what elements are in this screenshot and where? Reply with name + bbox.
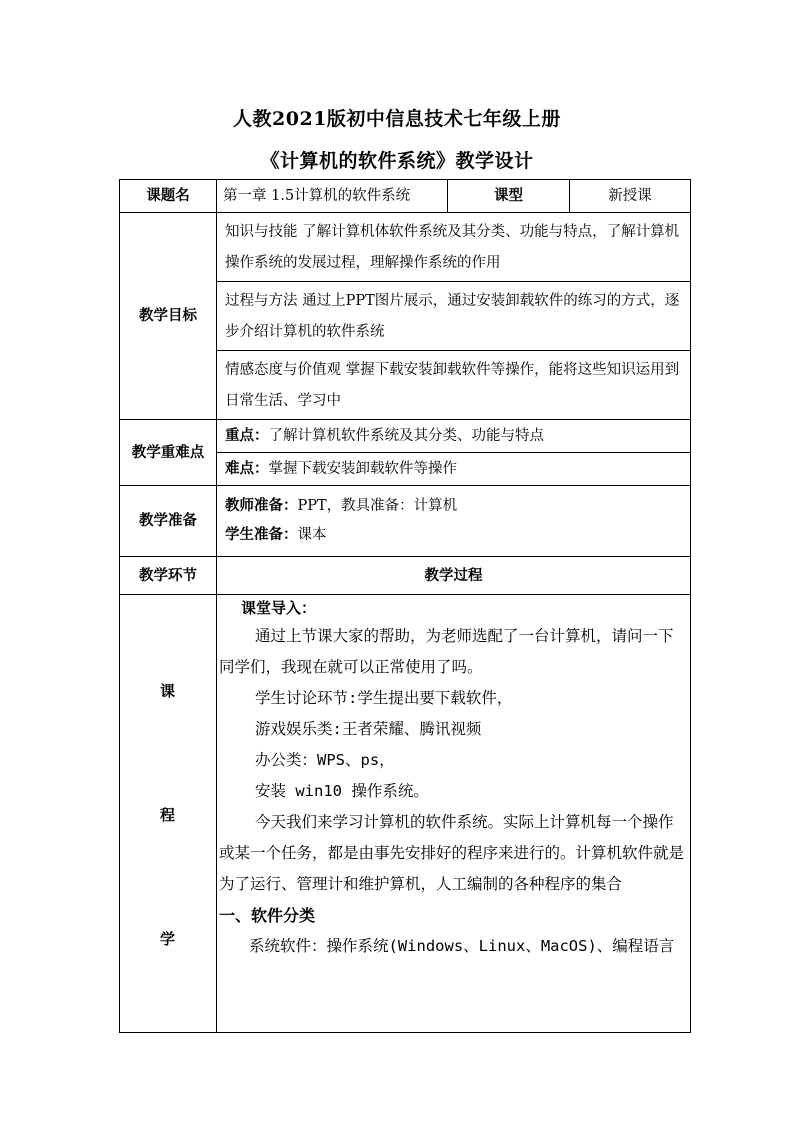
- goal-process: 过程与方法 通过上PPT图片展示，通过安装卸载软件的练习的方式，逐步介绍计算机的软件系统: [217, 282, 691, 351]
- process-paragraph: 安装 win10 操作系统。: [255, 782, 429, 800]
- student-prep-label: 学生准备：: [225, 527, 298, 543]
- stage-char: 课: [160, 682, 176, 700]
- key-label: 重点：: [225, 428, 269, 444]
- topic-row: [120, 180, 691, 213]
- topic-label: 课题名: [120, 180, 217, 213]
- goals-label: 教学目标: [120, 213, 217, 420]
- keypoint-row: [120, 420, 691, 453]
- stage-char: 程: [160, 806, 176, 824]
- process-paragraph: 游戏娱乐类:王者荣耀、腾讯视频: [255, 720, 482, 738]
- intro-heading: 课堂导入：: [241, 599, 317, 617]
- key-text: 了解计算机软件系统及其分类、功能与特点: [268, 428, 544, 444]
- process-paragraph: 今天我们来学习计算机的软件系统。实际上计算机每一个操作或某一个任务，都是由事先安排好的程序来进行的。计算机软件就是为了运行、管理计和维护算机，人工编制的各种程序的集合: [219, 813, 685, 893]
- student-prep-text: 课本: [297, 527, 327, 543]
- topic-value: 第一章 1.5计算机的软件系统: [217, 180, 448, 213]
- document-subtitle: 《计算机的软件系统》教学设计: [260, 150, 534, 172]
- stage-label: 教学环节: [120, 557, 217, 595]
- prep-row: [120, 486, 691, 557]
- goal-attitude: 情感态度与价值观 掌握下载安装卸载软件等操作，能将这些知识运用到日常生活、学习中: [217, 351, 691, 420]
- lesson-plan-table: [119, 179, 691, 1033]
- stage-char: 学: [160, 930, 176, 948]
- goal-knowledge: 知识与技能 了解计算机体软件系统及其分类、功能与特点，了解计算机操作系统的发展过程，理解操作系统的作用: [217, 213, 691, 282]
- stage-header-row: [120, 557, 691, 595]
- process-paragraph: 学生讨论环节:学生提出要下载软件，: [255, 689, 513, 707]
- type-value: 新授课: [570, 180, 691, 213]
- difficult-point: [217, 453, 691, 486]
- key-point: [217, 420, 691, 453]
- prep-label: 教学准备: [120, 486, 217, 557]
- section-heading: 一、软件分类: [219, 906, 316, 925]
- difficulty-text: 掌握下载安装卸载软件等操作: [268, 461, 457, 477]
- process-paragraph: 通过上节课大家的帮助，为老师选配了一台计算机，请问一下同学们，我现在就可以正常使用了吗。: [219, 627, 674, 676]
- goals-row: [120, 213, 691, 282]
- process-paragraph: 办公类：WPS、ps，: [255, 751, 395, 769]
- process-label: 教学过程: [217, 557, 691, 595]
- teacher-prep-label: 教师准备：: [225, 498, 298, 514]
- process-row: [120, 595, 691, 1033]
- process-paragraph: 系统软件：操作系统(Windows、Linux、MacOS)、编程语言: [249, 937, 675, 955]
- process-content: [217, 595, 691, 1033]
- prep-content: [217, 486, 691, 557]
- type-label: 课型: [448, 180, 570, 213]
- teacher-prep-text: PPT，教具准备：计算机: [297, 498, 458, 514]
- document-title: 人教2021版初中信息技术七年级上册: [233, 108, 561, 130]
- difficulty-label: 难点：: [225, 461, 269, 477]
- keypoints-label: 教学重难点: [120, 420, 217, 486]
